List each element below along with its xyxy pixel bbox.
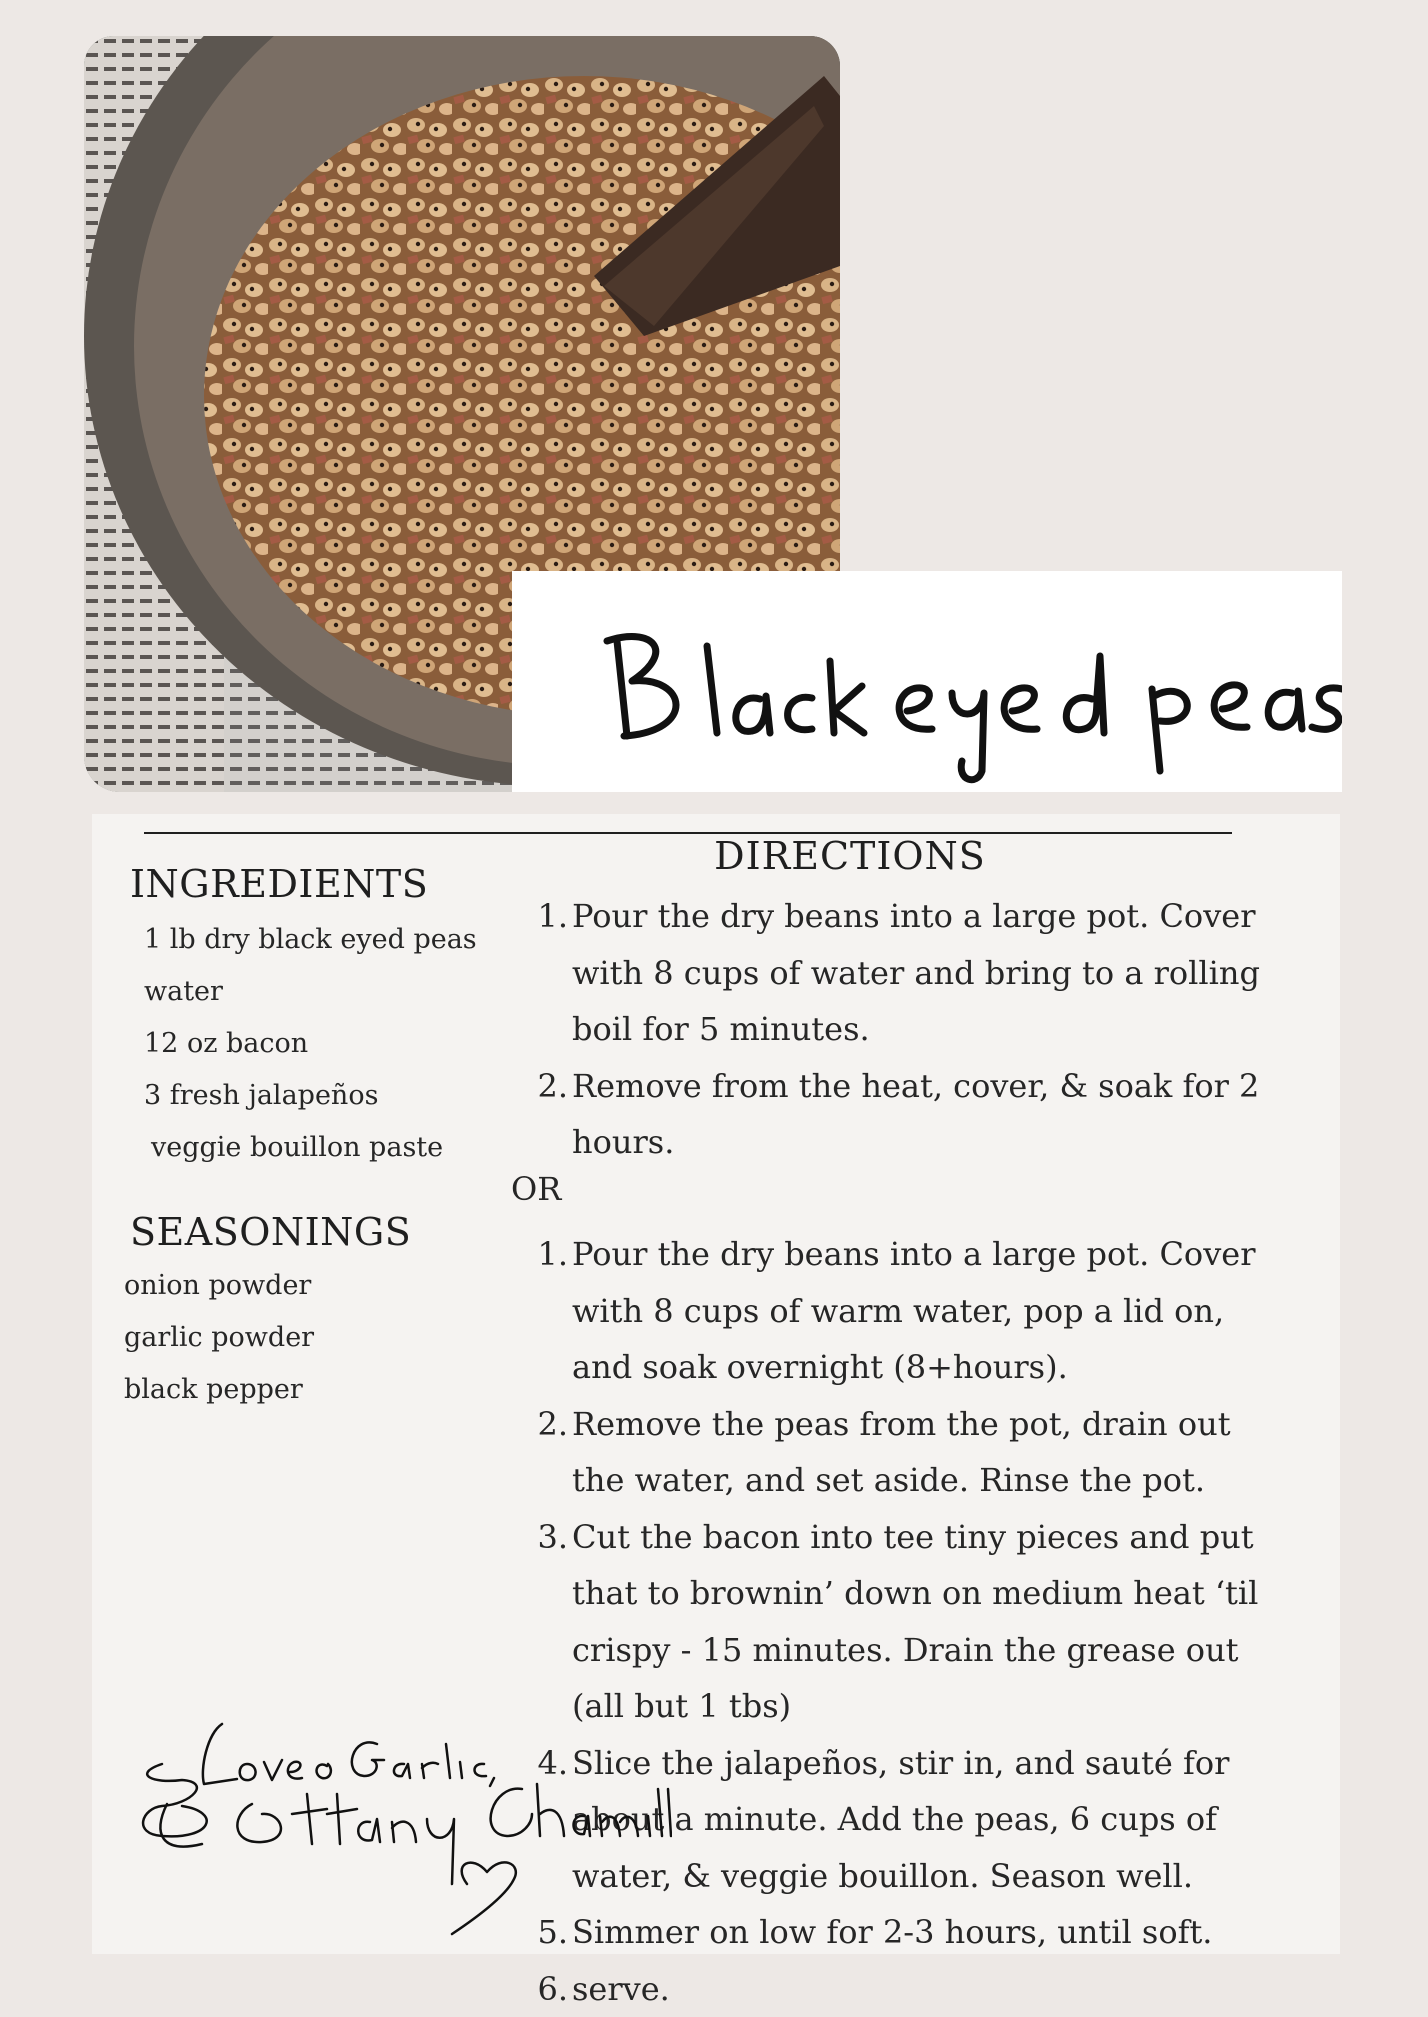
step-text: Simmer on low for 2-3 hours, until soft. — [572, 1913, 1212, 1951]
recipe-card — [92, 814, 1340, 1954]
seasoning-item: onion powder — [124, 1260, 314, 1312]
title-card — [512, 571, 1342, 792]
directions-heading: DIRECTIONS — [714, 834, 986, 878]
ingredients-heading: INGREDIENTS — [130, 862, 428, 906]
ingredients-list — [144, 914, 477, 1174]
step-text: Remove from the heat, cover, & soak for 2 hours. — [572, 1067, 1259, 1162]
directions-heading-wrap — [652, 834, 1292, 878]
or-separator: OR — [511, 1170, 561, 1208]
direction-step — [512, 1058, 1272, 1171]
directions-method-a — [512, 888, 1272, 1171]
step-text: Slice the jalapeños, stir in, and sauté for about a minute. Add the peas, 6 cups of water, & veggie bouillon. Season well. — [572, 1744, 1229, 1895]
seasoning-item: black pepper — [124, 1364, 314, 1416]
signature — [122, 1694, 672, 1954]
ingredient-item: 12 oz bacon — [144, 1018, 477, 1070]
direction-step — [512, 1226, 1272, 1396]
direction-step — [512, 1396, 1272, 1509]
direction-step — [512, 888, 1272, 1058]
step-text: Pour the dry beans into a large pot. Cover with 8 cups of water and bring to a rolling boil for 5 minutes. — [572, 897, 1260, 1048]
step-number: 3. — [512, 1509, 568, 1566]
ingredient-item: veggie bouillon paste — [144, 1122, 477, 1174]
step-number: 2. — [512, 1396, 568, 1453]
step-number: 2. — [512, 1058, 568, 1115]
step-text: Remove the peas from the pot, drain out the water, and set aside. Rinse the pot. — [572, 1405, 1231, 1500]
step-text: serve. — [572, 1970, 670, 2008]
ingredient-item: 1 lb dry black eyed peas — [144, 914, 477, 966]
step-text: Pour the dry beans into a large pot. Cover with 8 cups of warm water, pop a lid on, and soak overnight (8+hours). — [572, 1235, 1256, 1386]
signature-image — [122, 1694, 672, 1954]
ingredient-item: 3 fresh jalapeños — [144, 1070, 477, 1122]
step-number: 1. — [512, 1226, 568, 1283]
step-number: 1. — [512, 888, 568, 945]
step-number: 5. — [512, 1904, 568, 1961]
step-number: 4. — [512, 1735, 568, 1792]
seasonings-list — [124, 1260, 314, 1416]
step-number: 6. — [512, 1961, 568, 2017]
step-text: Cut the bacon into tee tiny pieces and put that to brownin’ down on medium heat ‘til crispy - 15 minutes. Drain the grease out (all but 1 tbs) — [572, 1518, 1258, 1726]
direction-step — [512, 1961, 1272, 2017]
ingredient-item: water — [144, 966, 477, 1018]
seasoning-item: garlic powder — [124, 1312, 314, 1364]
seasonings-heading: SEASONINGS — [130, 1210, 411, 1254]
